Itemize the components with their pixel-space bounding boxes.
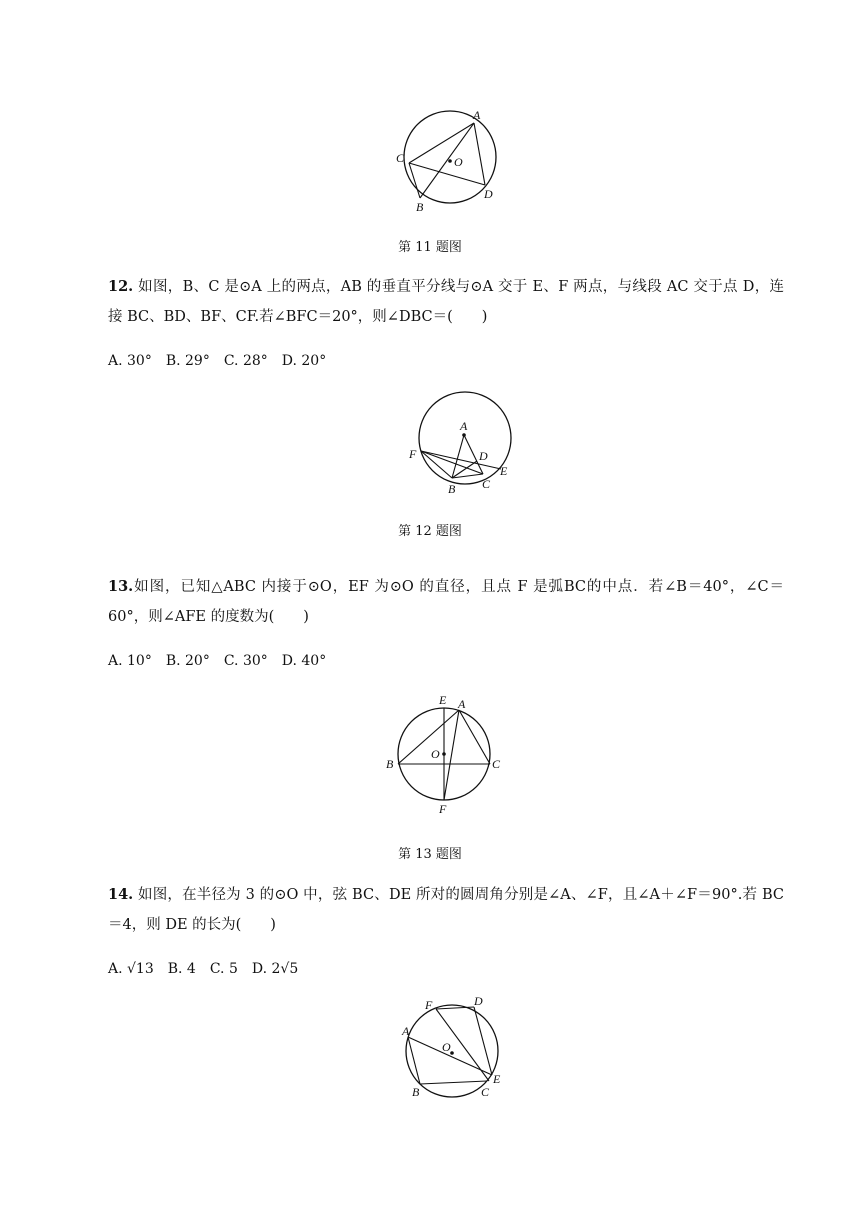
label-e: E	[439, 693, 447, 707]
label-d: D	[479, 449, 488, 463]
options-13: A. 10° B. 20° C. 30° D. 40°	[108, 653, 327, 669]
label-e: E	[493, 1072, 501, 1086]
question-13	[108, 572, 784, 632]
question-number: 12.	[108, 278, 134, 295]
label-o: O	[454, 155, 463, 169]
label-a: A	[458, 697, 466, 711]
question-text: 如图，在半径为 3 的⊙O 中，弦 BC、DE 所对的圆周角分别是∠A、∠F，且∠A＋∠F＝90°.若 BC＝4，则 DE 的长为( )	[108, 887, 784, 933]
label-d: D	[484, 187, 493, 201]
question-text: 如图，已知△ABC 内接于⊙O，EF 为⊙O 的直径，且点 F 是弧BC的中点．若∠B＝40°，∠C＝60°，则∠AFE 的度数为( )	[108, 579, 784, 625]
options-12: A. 30° B. 29° C. 28° D. 20°	[108, 353, 327, 369]
question-text: 如图，B、C 是⊙A 上的两点，AB 的垂直平分线与⊙A 交于 E、F 两点，与线段 AC 交于点 D，连接 BC、BD、BF、CF.若∠BFC＝20°，则∠DBC＝( )	[108, 279, 784, 325]
label-c: C	[396, 151, 405, 165]
question-number: 13.	[108, 578, 134, 595]
figure-13	[380, 690, 510, 824]
label-f: F	[439, 802, 447, 816]
label-b: B	[448, 482, 456, 496]
label-b: B	[386, 757, 394, 771]
label-d: D	[474, 995, 483, 1008]
label-a: A	[473, 108, 481, 122]
question-number: 14.	[108, 886, 134, 903]
caption-11: 第 11 题图	[398, 240, 462, 255]
caption-13: 第 13 题图	[398, 847, 462, 862]
figure-14	[390, 995, 520, 1109]
label-f: F	[425, 998, 433, 1012]
figure-12	[405, 385, 525, 504]
question-14	[108, 880, 784, 940]
label-b: B	[416, 200, 424, 214]
label-o: O	[442, 1040, 451, 1054]
caption-12: 第 12 题图	[398, 524, 462, 539]
label-a: A	[402, 1024, 410, 1038]
label-a: A	[460, 419, 468, 433]
label-f: F	[409, 447, 417, 461]
label-c: C	[482, 477, 491, 491]
label-c: C	[481, 1085, 490, 1099]
label-o: O	[431, 747, 440, 761]
options-14: A. √13 B. 4 C. 5 D. 2√5	[108, 961, 299, 977]
question-12	[108, 272, 784, 332]
label-e: E	[500, 464, 508, 478]
figure-11	[380, 105, 510, 219]
label-c: C	[492, 757, 501, 771]
label-b: B	[412, 1085, 420, 1099]
